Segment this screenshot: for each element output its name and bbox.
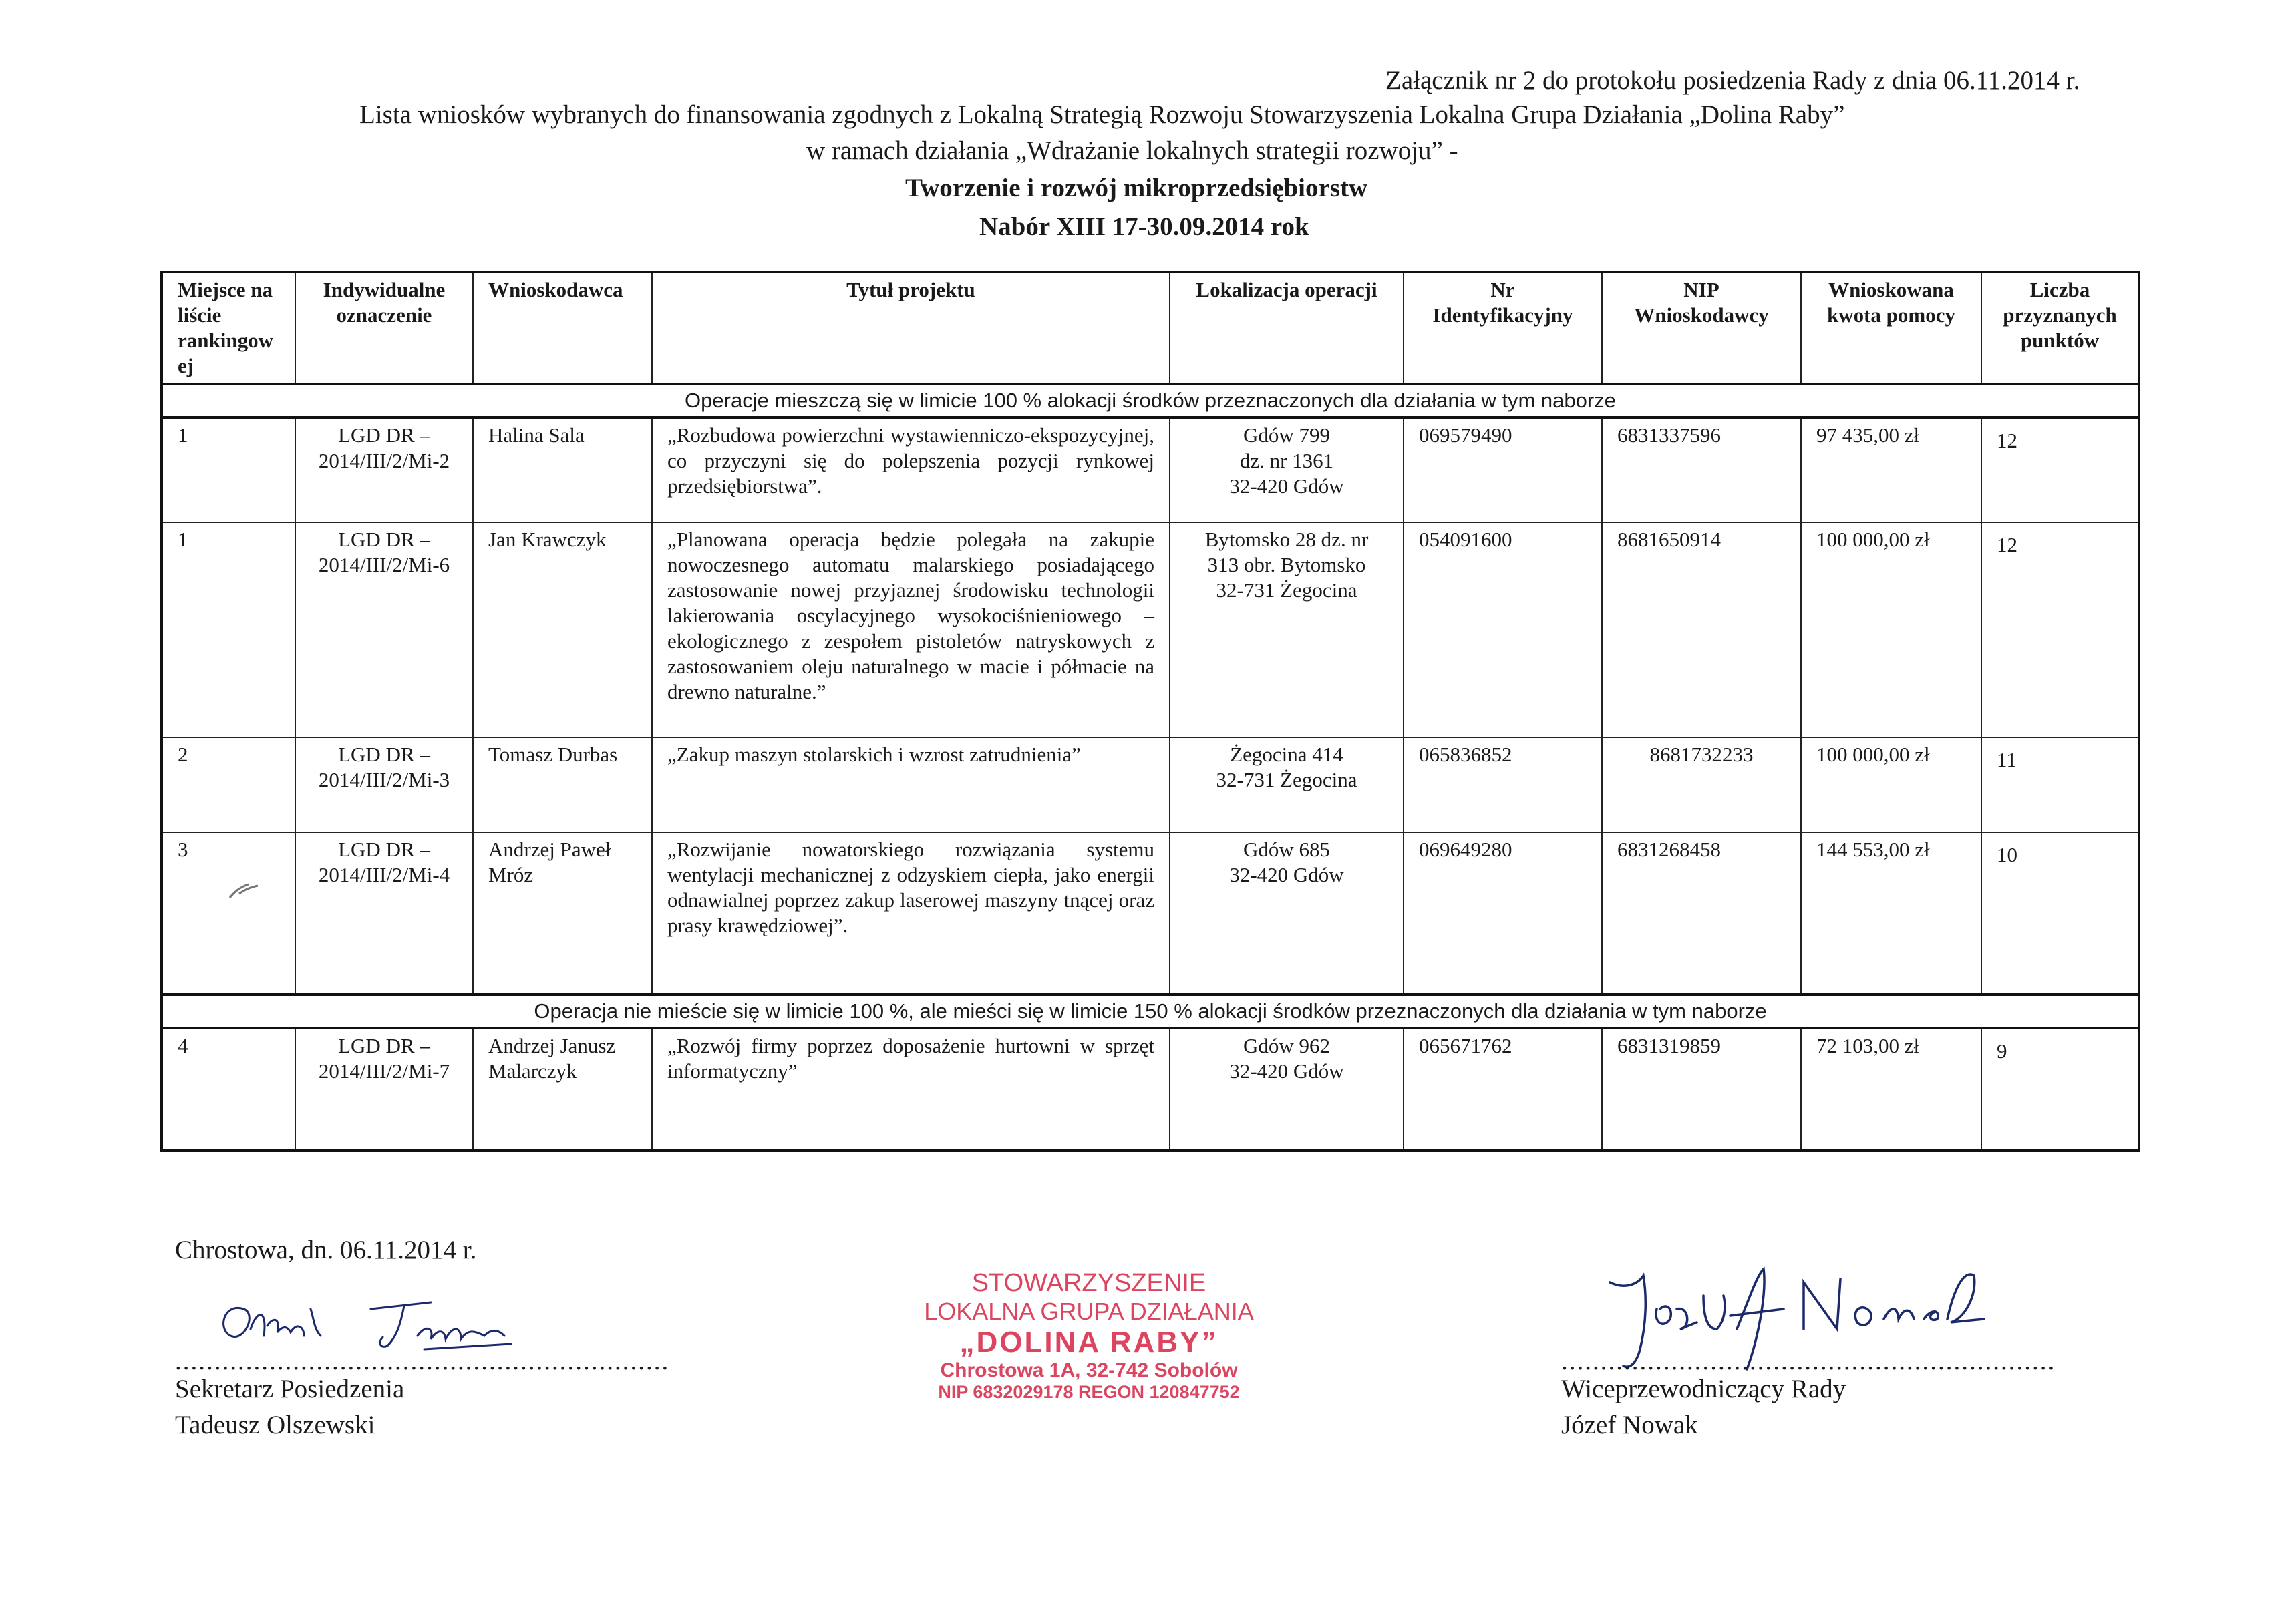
vice-chair-role: Wiceprzewodniczący Rady (1561, 1375, 1846, 1403)
cell-nip: 8681732233 (1602, 737, 1801, 832)
cell-points: 9 (1981, 1028, 2139, 1151)
call-title: Nabór XIII 17-30.09.2014 rok (979, 212, 1309, 241)
association-stamp: STOWARZYSZENIE LOKALNA GRUPA DZIAŁANIA „DOLINA RABY” Chrostowa 1A, 32-742 Sobolów NIP 6832029178 REGON 120847752 (924, 1269, 1254, 1402)
cell-title: „Planowana operacja będzie polegała na zakupie nowoczesnego automatu malarskiego posiadającego zastosowanie nowej przyjaznej środowisku technologii lakierowania oscylacyjnego wysokociśnieniowego – ekologicznego z zespołem pistoletów natryskowych z zastosowaniem oleju naturalnego w macie i półmacie na drewno naturalne.” (652, 522, 1170, 737)
ranking-table (160, 271, 2140, 1152)
secretary-role: Sekretarz Posiedzenia (175, 1375, 405, 1403)
vice-chair-name: Józef Nowak (1561, 1411, 1698, 1439)
cell-points: 11 (1981, 737, 2139, 832)
section-row (162, 995, 2139, 1028)
cell-location: Gdów 799 dz. nr 1361 32-420 Gdów (1170, 417, 1404, 522)
place-date: Chrostowa, dn. 06.11.2014 r. (175, 1236, 477, 1264)
cell-location: Gdów 962 32-420 Gdów (1170, 1028, 1404, 1151)
section-heading-100: Operacje mieszczą się w limicie 100 % alokacji środków przeznaczonych dla działania w tym naborze (162, 384, 2139, 417)
cell-rank: 1 (162, 417, 295, 522)
cell-amount: 72 103,00 zł (1801, 1028, 1981, 1151)
document-subtitle: w ramach działania „Wdrażanie lokalnych strategii rozwoju” - (806, 136, 1458, 165)
annex-label: Załącznik nr 2 do protokołu posiedzenia Rady z dnia 06.11.2014 r. (1385, 66, 2080, 95)
cell-title: „Zakup maszyn stolarskich i wzrost zatrudnienia” (652, 737, 1170, 832)
cell-applicant: Andrzej Paweł Mróz (473, 832, 652, 995)
pen-mark-icon (226, 878, 266, 904)
table-header-row (162, 272, 2139, 384)
cell-points: 12 (1981, 522, 2139, 737)
cell-id: LGD DR – 2014/III/2/Mi-4 (295, 832, 473, 995)
cell-nr-id: 069649280 (1404, 832, 1602, 995)
col-header-nip: NIP Wnioskodawcy (1602, 272, 1801, 384)
col-header-location: Lokalizacja operacji (1170, 272, 1404, 384)
cell-id: LGD DR – 2014/III/2/Mi-2 (295, 417, 473, 522)
table-row (162, 522, 2139, 737)
cell-nip: 6831337596 (1602, 417, 1801, 522)
cell-rank: 2 (162, 737, 295, 832)
cell-id: LGD DR – 2014/III/2/Mi-3 (295, 737, 473, 832)
cell-nr-id: 065836852 (1404, 737, 1602, 832)
cell-applicant: Jan Krawczyk (473, 522, 652, 737)
cell-nr-id: 054091600 (1404, 522, 1602, 737)
signature-line-right: ............................................................... (1561, 1347, 2056, 1375)
cell-location: Gdów 685 32-420 Gdów (1170, 832, 1404, 995)
section-row (162, 384, 2139, 417)
secretary-name: Tadeusz Olszewski (175, 1411, 375, 1439)
cell-location: Bytomsko 28 dz. nr 313 obr. Bytomsko 32-731 Żegocina (1170, 522, 1404, 737)
cell-nr-id: 069579490 (1404, 417, 1602, 522)
cell-amount: 100 000,00 zł (1801, 737, 1981, 832)
cell-applicant: Tomasz Durbas (473, 737, 652, 832)
cell-amount: 97 435,00 zł (1801, 417, 1981, 522)
cell-title: „Rozwijanie nowatorskiego rozwiązania systemu wentylacji mechanicznej z odzyskiem ciepła, jako energii odnawialnej poprzez zakup laserowej maszyny tnącej oraz prasy krawędziowej”. (652, 832, 1170, 995)
cell-rank: 3 (162, 832, 295, 995)
table-row (162, 737, 2139, 832)
cell-title: „Rozwój firmy poprzez doposażenie hurtowni w sprzęt informatyczny” (652, 1028, 1170, 1151)
col-header-title: Tytuł projektu (652, 272, 1170, 384)
cell-nip: 8681650914 (1602, 522, 1801, 737)
cell-rank: 1 (162, 522, 295, 737)
col-header-rank: Miejsce na liście rankingow ej (162, 272, 295, 384)
cell-applicant: Andrzej Janusz Malarczyk (473, 1028, 652, 1151)
table-row (162, 832, 2139, 995)
section-heading-150: Operacja nie mieście się w limicie 100 %, ale mieści się w limicie 150 % alokacji środków przeznaczonych dla działania w tym naborze (162, 995, 2139, 1028)
col-header-amount: Wnioskowana kwota pomocy (1801, 272, 1981, 384)
cell-title: „Rozbudowa powierzchni wystawienniczo-ekspozycyjnej, co przyczyni się do polepszenia pozycji rynkowej przedsiębiorstwa”. (652, 417, 1170, 522)
cell-points: 12 (1981, 417, 2139, 522)
cell-applicant: Halina Sala (473, 417, 652, 522)
col-header-id: Indywidualne oznaczenie (295, 272, 473, 384)
table-row (162, 1028, 2139, 1151)
cell-id: LGD DR – 2014/III/2/Mi-7 (295, 1028, 473, 1151)
cell-amount: 144 553,00 zł (1801, 832, 1981, 995)
col-header-applicant: Wnioskodawca (473, 272, 652, 384)
cell-id: LGD DR – 2014/III/2/Mi-6 (295, 522, 473, 737)
cell-nip: 6831319859 (1602, 1028, 1801, 1151)
col-header-points: Liczba przyznanych punktów (1981, 272, 2139, 384)
cell-nr-id: 065671762 (1404, 1028, 1602, 1151)
measure-title: Tworzenie i rozwój mikroprzedsiębiorstw (905, 174, 1368, 202)
cell-location: Żegocina 414 32-731 Żegocina (1170, 737, 1404, 832)
cell-amount: 100 000,00 zł (1801, 522, 1981, 737)
col-header-nr-id: Nr Identyfikacyjny (1404, 272, 1602, 384)
table-row (162, 417, 2139, 522)
cell-rank: 4 (162, 1028, 295, 1151)
signature-line-left: ............................................................... (175, 1347, 670, 1375)
cell-nip: 6831268458 (1602, 832, 1801, 995)
document-title: Lista wniosków wybranych do finansowania zgodnych z Lokalną Strategią Rozwoju Stowarzyszenia Lokalna Grupa Działania „Dolina Raby” (359, 100, 1845, 129)
cell-points: 10 (1981, 832, 2139, 995)
